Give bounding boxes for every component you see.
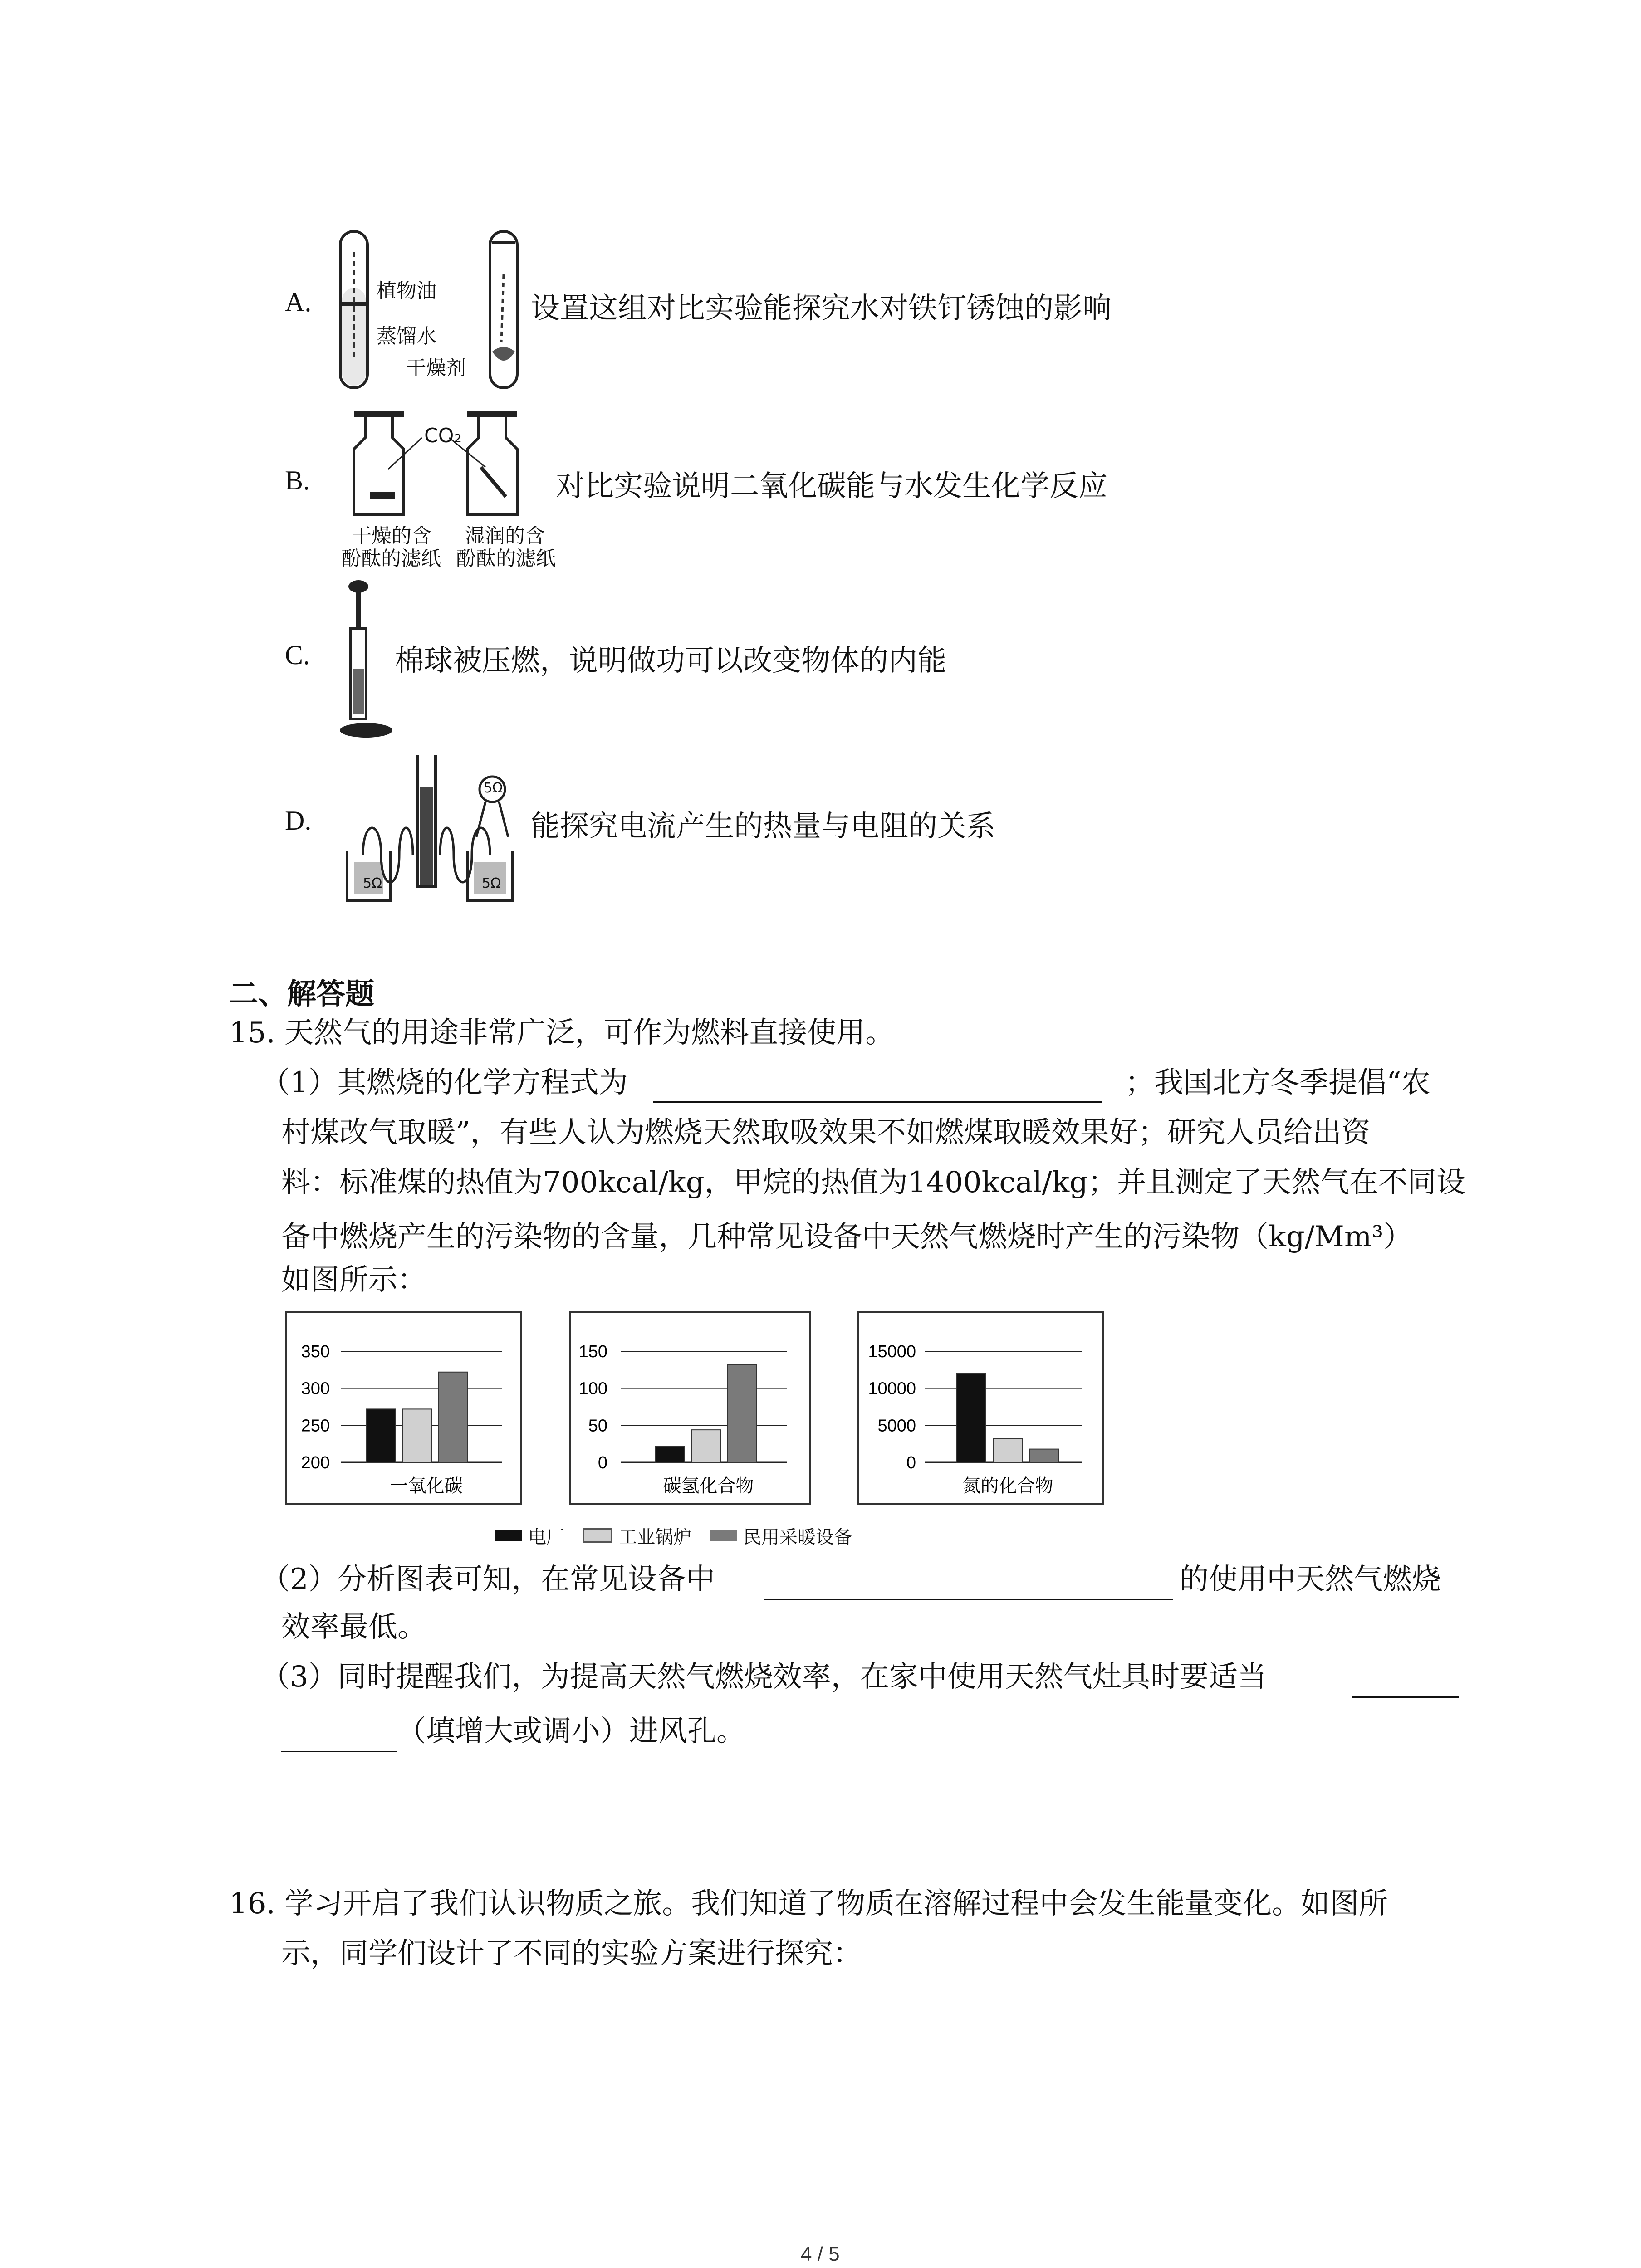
y-tick-label: 250 [301, 1416, 330, 1436]
label-distilled-water: 蒸馏水 [377, 325, 436, 348]
legend-swatch-residential-heating [710, 1530, 737, 1541]
x-axis-label: 一氧化碳 [390, 1476, 463, 1496]
chart-nitrogen [857, 1311, 1104, 1505]
option-c-figure [338, 578, 402, 746]
bar-residential-heating [728, 1364, 757, 1462]
q15-blank-device[interactable] [764, 1599, 1173, 1600]
bar-power-plant [366, 1409, 395, 1462]
option-d-text: 能探究电流产生的热量与电阻的关系 [531, 810, 995, 843]
x-axis-label: 氮的化合物 [962, 1476, 1053, 1496]
chart-co [285, 1311, 522, 1505]
chart-hydrocarbon [569, 1311, 811, 1505]
q15-blank-equation[interactable] [653, 1101, 1102, 1103]
label-dry-paper-2: 酚酞的滤纸 [341, 547, 441, 570]
chart-co-svg [287, 1313, 520, 1503]
bar-power-plant [957, 1374, 986, 1462]
y-tick-label: 150 [578, 1342, 607, 1361]
option-b-figure [345, 406, 544, 524]
label-wet-paper-1: 湿润的含 [465, 524, 545, 547]
option-a-letter: A. [285, 287, 312, 317]
label-resistor-left: 5Ω [363, 875, 382, 891]
y-tick-label: 15000 [868, 1342, 916, 1361]
y-tick-label: 10000 [868, 1379, 916, 1398]
y-tick-label: 0 [906, 1453, 916, 1472]
q15-part1-line2: 村煤改气取暖”，有些人认为燃烧天然取吸效果不如燃煤取暖效果好；研究人员给出资 [281, 1116, 1371, 1149]
bar-industrial-boiler [402, 1409, 431, 1462]
y-tick-label: 5000 [877, 1416, 916, 1436]
q16-line2: 示，同学们设计了不同的实验方案进行探究： [281, 1937, 862, 1970]
q15-part2-suffix: 的使用中天然气燃烧 [1180, 1563, 1441, 1596]
option-c-letter: C. [285, 640, 310, 670]
page-number: 4 / 5 [801, 2243, 840, 2265]
bar-industrial-boiler [691, 1430, 720, 1462]
bar-industrial-boiler [993, 1439, 1022, 1462]
bar-residential-heating [439, 1372, 468, 1462]
x-axis-label: 碳氢化合物 [663, 1476, 754, 1496]
label-co2: CO₂ [424, 424, 462, 447]
q15-part3-prefix: （3）同时提醒我们，为提高天然气燃烧效率，在家中使用天然气灶具时要适当 [261, 1660, 1267, 1694]
y-tick-label: 100 [578, 1379, 607, 1398]
q16-line1: 16. 学习开启了我们认识物质之旅。我们知道了物质在溶解过程中会发生能量变化。如图所 [229, 1887, 1388, 1921]
q15-stem: 15. 天然气的用途非常广泛，可作为燃料直接使用。 [229, 1016, 895, 1050]
q15-part1-prefix: （1）其燃烧的化学方程式为 [261, 1066, 628, 1100]
chart-legend [495, 1522, 852, 1549]
q15-part2-prefix: （2）分析图表可知，在常见设备中 [261, 1563, 715, 1596]
q15-part1-suffix: ；我国北方冬季提倡“农 [1125, 1066, 1430, 1100]
label-wet-paper-2: 酚酞的滤纸 [456, 547, 556, 570]
y-tick-label: 350 [301, 1342, 330, 1361]
q15-blank-intake-2[interactable] [281, 1751, 397, 1752]
option-b-text: 对比实验说明二氧化碳能与水发生化学反应 [556, 469, 1107, 503]
y-tick-label: 0 [598, 1453, 607, 1472]
bar-power-plant [655, 1446, 684, 1462]
q15-part1-line3: 料：标准煤的热值为700kcal/kg，甲烷的热值为1400kcal/kg；并且测定了天然气在不同设 [281, 1166, 1466, 1199]
option-b-letter: B. [285, 465, 310, 495]
q15-blank-intake-1[interactable] [1352, 1696, 1459, 1698]
chart-nitrogen-svg [859, 1313, 1102, 1503]
legend-power-plant: 电厂 [528, 1526, 564, 1548]
chart-hydrocarbon-svg [571, 1313, 809, 1503]
option-a-text: 设置这组对比实验能探究水对铁钉锈蚀的影响 [531, 292, 1112, 325]
label-desiccant: 干燥剂 [406, 357, 466, 380]
option-c-text: 棉球被压燃，说明做功可以改变物体的内能 [395, 644, 946, 678]
label-resistor-right: 5Ω [482, 875, 501, 891]
section-title: 二、解答题 [229, 978, 374, 1011]
label-dry-paper-1: 干燥的含 [352, 524, 431, 547]
y-tick-label: 300 [301, 1379, 330, 1398]
q15-part1-line4: 备中燃烧产生的污染物的含量，几种常见设备中天然气燃烧时产生的污染物（kg/Mm³） [281, 1220, 1413, 1254]
q15-part3-suffix: （填增大或调小）进风孔。 [397, 1715, 745, 1748]
legend-industrial-boiler: 工业锅炉 [619, 1526, 691, 1548]
legend-swatch-industrial-boiler [583, 1528, 612, 1543]
legend-residential-heating: 民用采暖设备 [743, 1526, 852, 1548]
legend-swatch-power-plant [495, 1530, 522, 1541]
y-tick-label: 200 [301, 1453, 330, 1472]
label-vegetable-oil: 植物油 [377, 279, 436, 303]
q15-part2-line2: 效率最低。 [281, 1610, 426, 1644]
option-d-letter: D. [285, 806, 312, 836]
y-tick-label: 50 [588, 1416, 607, 1436]
q15-part1-line5: 如图所示： [281, 1263, 426, 1297]
bar-residential-heating [1029, 1449, 1058, 1462]
label-resistor-top: 5Ω [484, 780, 503, 796]
